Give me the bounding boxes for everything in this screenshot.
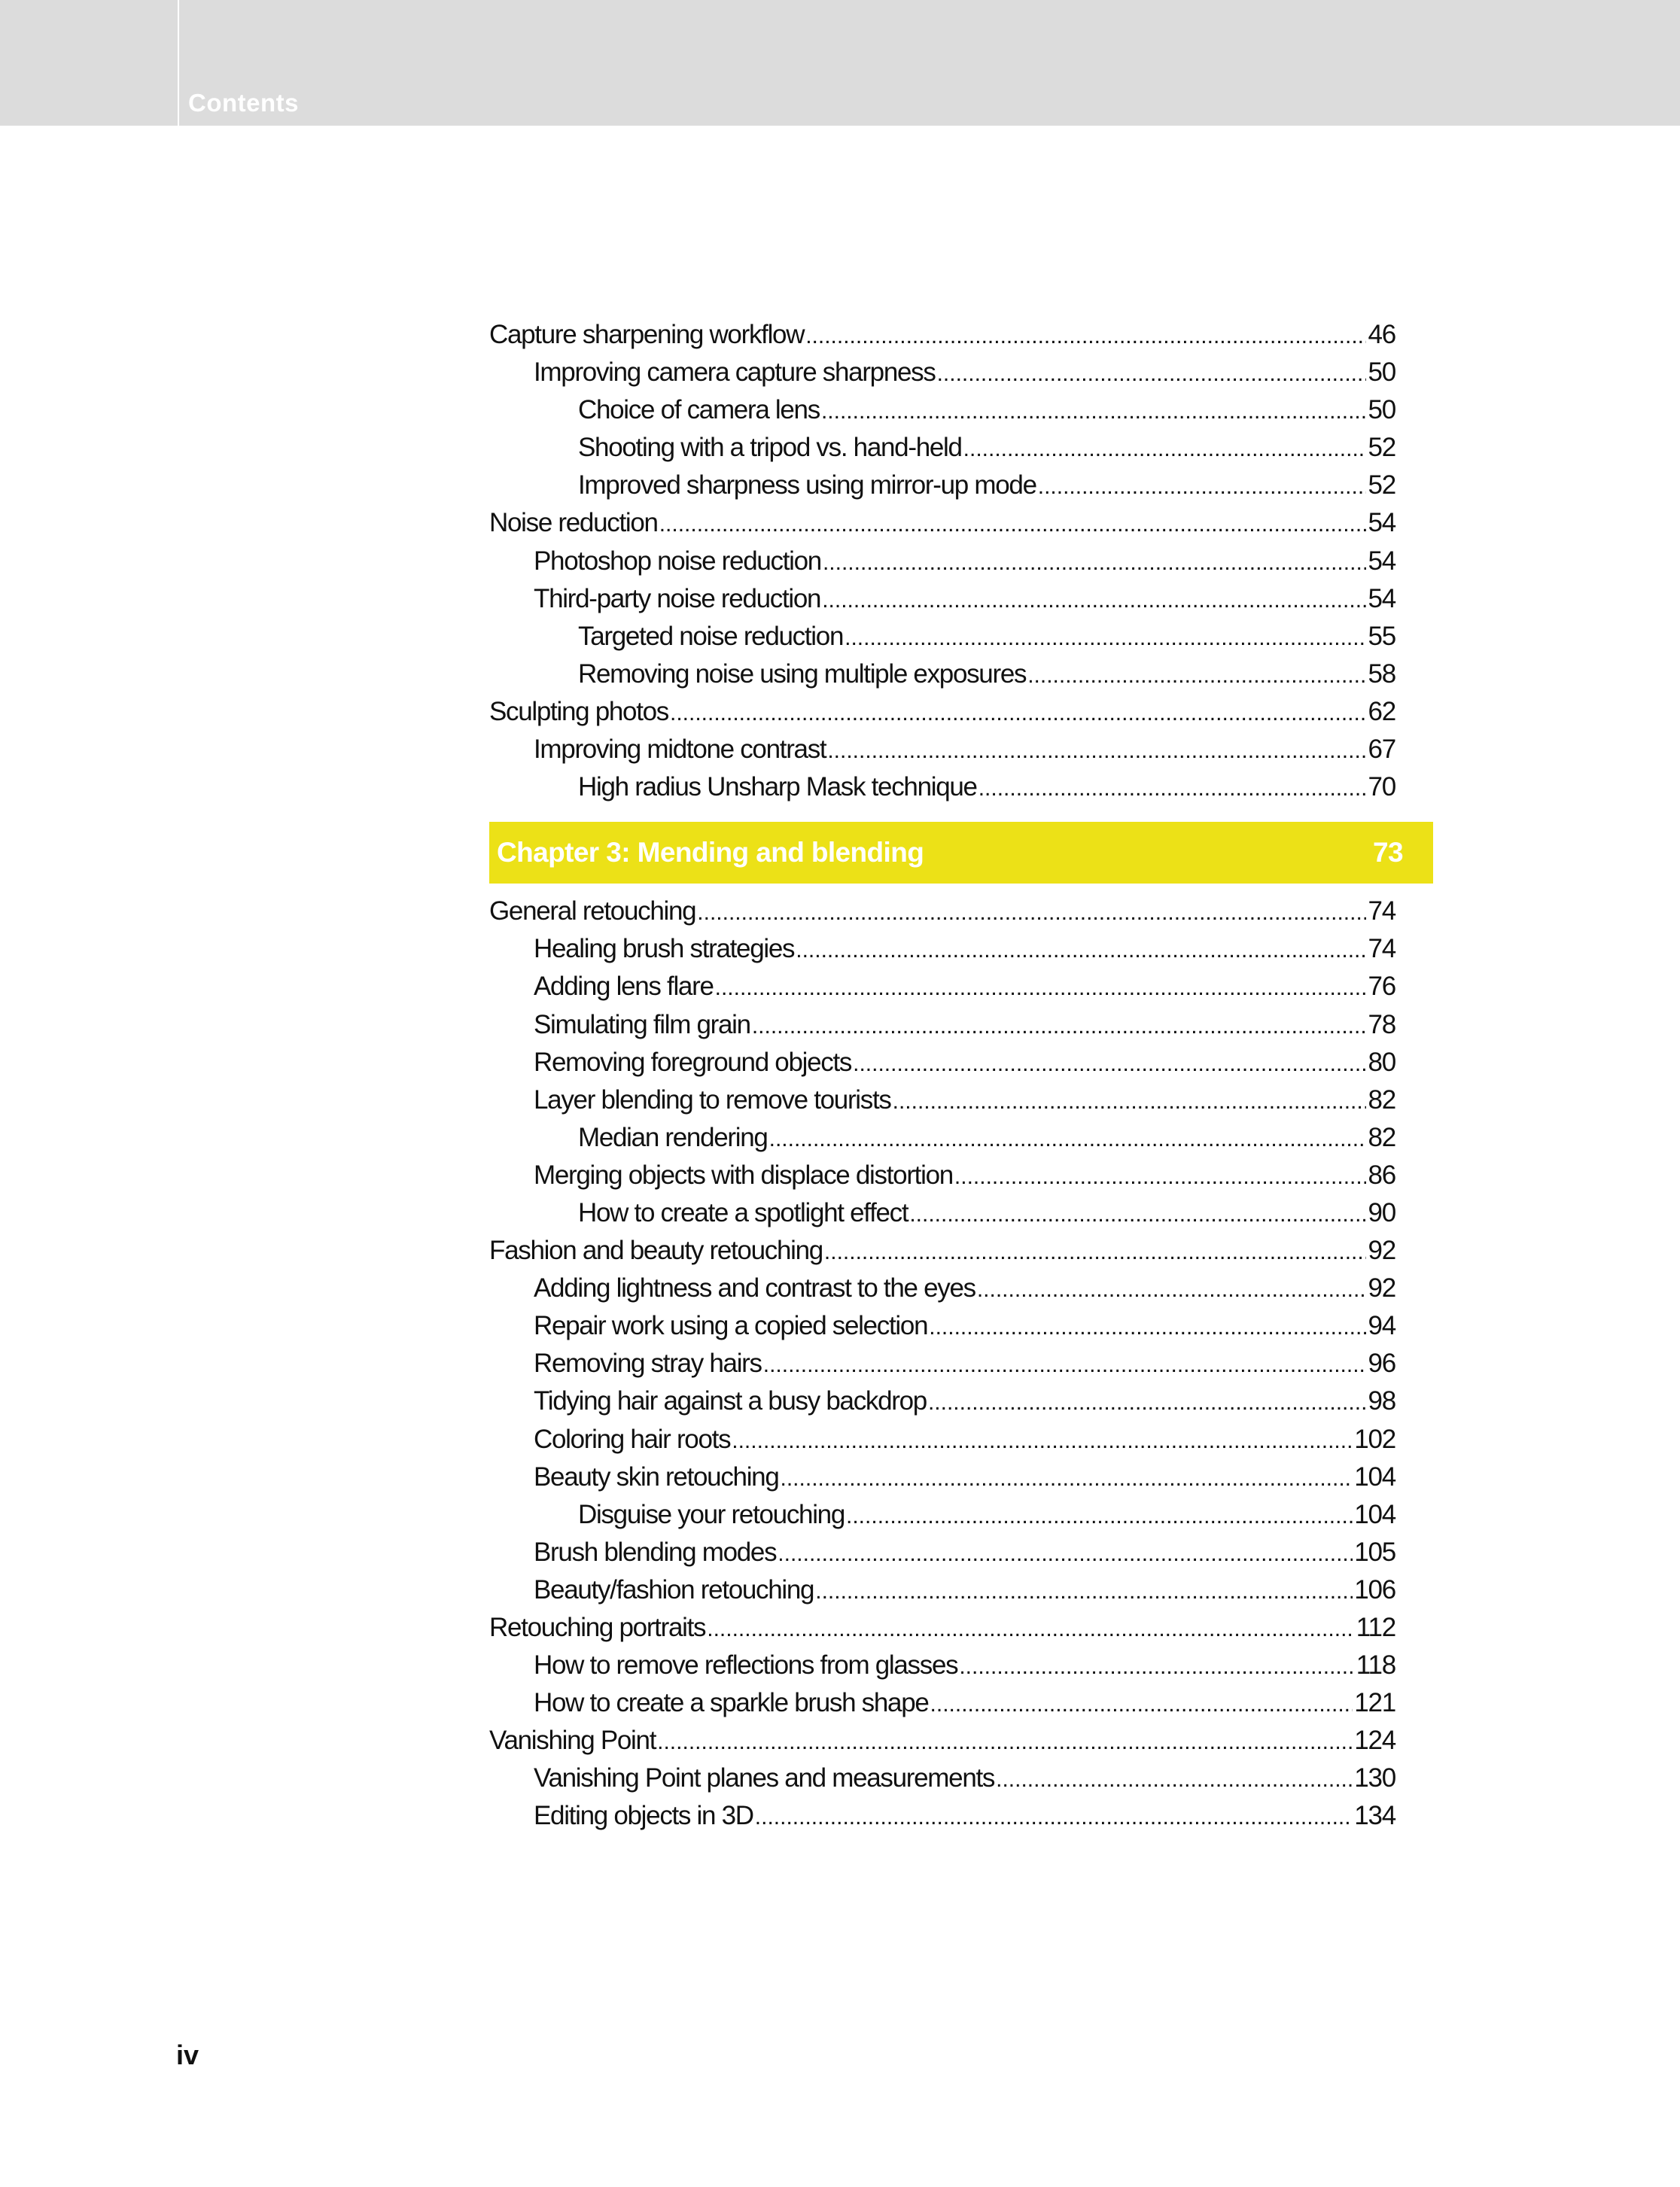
- toc-entry[interactable]: [489, 467, 1395, 504]
- toc-entry[interactable]: [489, 1459, 1395, 1496]
- toc-entry-page: 105: [1354, 1537, 1395, 1567]
- toc-entry[interactable]: [489, 968, 1395, 1005]
- dot-leader: [893, 1083, 1367, 1121]
- toc-entry[interactable]: [489, 543, 1395, 580]
- toc-entry[interactable]: [489, 1270, 1395, 1307]
- toc-entry-title: Coloring hair roots: [534, 1424, 731, 1454]
- toc-entry-page: 55: [1368, 621, 1395, 651]
- toc-entry-title: Choice of camera lens: [578, 395, 820, 425]
- toc-entry-title: Simulating film grain: [534, 1009, 750, 1039]
- toc-entry-page: 74: [1368, 934, 1395, 964]
- dot-leader: [796, 932, 1366, 969]
- toc-entry-title: Third-party noise reduction: [534, 583, 821, 613]
- toc-entry-title: Photoshop noise reduction: [534, 546, 821, 576]
- dot-leader: [778, 1535, 1353, 1573]
- dot-leader: [815, 1573, 1353, 1611]
- dot-leader: [657, 1723, 1353, 1761]
- toc-entry-title: Healing brush strategies: [534, 934, 795, 964]
- toc-entry[interactable]: [489, 1081, 1395, 1119]
- toc-entry-title: Improved sharpness using mirror-up mode: [578, 470, 1036, 500]
- toc-entry-page: 98: [1368, 1386, 1395, 1416]
- toc-entry-page: 82: [1368, 1084, 1395, 1115]
- dot-leader: [670, 695, 1366, 732]
- dot-leader: [755, 1799, 1353, 1836]
- toc-entry[interactable]: [489, 768, 1395, 806]
- toc-entry[interactable]: [489, 1647, 1395, 1684]
- toc-entry-page: 134: [1354, 1801, 1395, 1831]
- dot-leader: [827, 732, 1366, 770]
- toc-entry-title: Removing foreground objects: [534, 1047, 852, 1077]
- toc-entry-page: 106: [1354, 1574, 1395, 1605]
- toc-entry-page: 92: [1368, 1273, 1395, 1303]
- toc-entry-page: 90: [1368, 1197, 1395, 1227]
- toc-entry-title: Median rendering: [578, 1122, 768, 1152]
- toc-entry[interactable]: [489, 1232, 1395, 1270]
- toc-entry[interactable]: [489, 1760, 1395, 1797]
- toc-entry[interactable]: [489, 1571, 1395, 1609]
- toc-entry[interactable]: [489, 1382, 1395, 1420]
- toc-entry[interactable]: [489, 1044, 1395, 1081]
- toc-entry-title: General retouching: [489, 896, 696, 926]
- dot-leader: [822, 582, 1366, 619]
- dot-leader: [937, 355, 1367, 393]
- toc-entry-title: Removing stray hairs: [534, 1349, 762, 1379]
- dot-leader: [823, 544, 1367, 582]
- toc-entry-page: 54: [1368, 583, 1395, 613]
- toc-entry-page: 130: [1354, 1763, 1395, 1793]
- toc-entry[interactable]: [489, 893, 1395, 930]
- toc-entry-page: 46: [1368, 320, 1395, 349]
- toc-entry-title: Beauty skin retouching: [534, 1462, 779, 1492]
- toc-entry[interactable]: [489, 1534, 1395, 1571]
- toc-entry[interactable]: [489, 655, 1395, 693]
- header-divider: [178, 0, 179, 126]
- toc-entry-page: 52: [1368, 433, 1395, 463]
- toc-entry-title: Layer blending to remove tourists: [534, 1084, 891, 1115]
- toc-entry-title: Beauty/fashion retouching: [534, 1574, 814, 1605]
- toc-entry-title: High radius Unsharp Mask technique: [578, 772, 977, 802]
- toc-entry-page: 112: [1356, 1613, 1395, 1642]
- dot-leader: [732, 1422, 1353, 1460]
- toc-entry-title: Improving midtone contrast: [534, 735, 826, 765]
- dot-leader: [996, 1761, 1353, 1799]
- dot-leader: [752, 1008, 1367, 1045]
- dot-leader: [707, 1611, 1355, 1648]
- toc-entry-title: How to create a sparkle brush shape: [534, 1688, 929, 1718]
- toc-entry-title: Targeted noise reduction: [578, 621, 844, 651]
- toc-entry-page: 94: [1368, 1311, 1395, 1341]
- toc-entry-page: 76: [1368, 972, 1395, 1002]
- toc-entry[interactable]: [489, 1194, 1395, 1232]
- toc-entry[interactable]: [489, 1421, 1395, 1459]
- dot-leader: [909, 1196, 1366, 1233]
- toc-entry[interactable]: [489, 693, 1395, 731]
- dot-leader: [805, 318, 1366, 355]
- chapter-page-number: 73: [1373, 837, 1403, 868]
- toc-entry[interactable]: [489, 1157, 1395, 1194]
- toc-entry[interactable]: [489, 354, 1395, 391]
- running-header-title: Contents: [188, 89, 299, 117]
- toc-entry-title: Fashion and beauty retouching: [489, 1236, 823, 1266]
- toc-entry-page: 82: [1368, 1122, 1395, 1152]
- dot-leader: [845, 619, 1366, 657]
- toc-entry[interactable]: [489, 1119, 1395, 1157]
- toc-entry-page: 86: [1368, 1160, 1395, 1190]
- toc-entry-page: 62: [1368, 696, 1395, 726]
- toc-entry-page: 67: [1368, 735, 1395, 765]
- toc-entry[interactable]: [489, 1797, 1395, 1835]
- toc-entry-title: Removing noise using multiple exposures: [578, 659, 1027, 689]
- toc-entry[interactable]: [489, 1684, 1395, 1722]
- toc-entry-title: Merging objects with displace distortion: [534, 1160, 953, 1190]
- dot-leader: [697, 894, 1366, 932]
- toc-entry[interactable]: [489, 429, 1395, 467]
- toc-entry-title: Shooting with a tripod vs. hand-held: [578, 433, 962, 463]
- toc-entry[interactable]: [489, 618, 1395, 655]
- toc-entry-title: Vanishing Point: [489, 1726, 656, 1756]
- toc-entry[interactable]: [489, 930, 1395, 968]
- toc-entry-title: Vanishing Point planes and measurements: [534, 1763, 995, 1793]
- toc-entry-page: 50: [1368, 395, 1395, 425]
- table-of-contents: [489, 316, 1403, 1836]
- toc-entry-title: How to remove reflections from glasses: [534, 1650, 958, 1681]
- toc-entry-title: Sculpting photos: [489, 696, 668, 726]
- toc-entry-title: Adding lightness and contrast to the eyes: [534, 1273, 975, 1303]
- folio-page-number: iv: [176, 2039, 199, 2070]
- dot-leader: [1038, 468, 1367, 506]
- toc-entry-page: 70: [1368, 772, 1395, 802]
- header-band: [0, 0, 1680, 126]
- dot-leader: [781, 1460, 1353, 1498]
- toc-entry-page: 78: [1368, 1009, 1395, 1039]
- toc-entry-page: 54: [1368, 508, 1395, 538]
- toc-entry-title: Brush blending modes: [534, 1537, 777, 1567]
- toc-entry-title: Adding lens flare: [534, 972, 714, 1002]
- dot-leader: [930, 1686, 1353, 1723]
- toc-entry-page: 50: [1368, 357, 1395, 388]
- toc-entry-title: Capture sharpening workflow: [489, 320, 805, 349]
- toc-entry[interactable]: [489, 731, 1395, 768]
- toc-entry[interactable]: [489, 1496, 1395, 1534]
- toc-entry-title: Disguise your retouching: [578, 1499, 845, 1529]
- dot-leader: [715, 969, 1367, 1007]
- dot-leader: [928, 1384, 1367, 1422]
- toc-section-chapter-3: [489, 893, 1395, 1835]
- dot-leader: [853, 1045, 1366, 1083]
- toc-entry-title: How to create a spotlight effect: [578, 1197, 908, 1227]
- toc-entry[interactable]: [489, 1722, 1395, 1760]
- toc-entry-page: 96: [1368, 1349, 1395, 1379]
- toc-entry[interactable]: [489, 316, 1395, 354]
- dot-leader: [659, 506, 1367, 543]
- toc-entry-title: Repair work using a copied selection: [534, 1311, 928, 1341]
- toc-entry-title: Noise reduction: [489, 508, 658, 538]
- toc-entry-page: 118: [1356, 1650, 1395, 1681]
- toc-entry[interactable]: [489, 1307, 1395, 1345]
- toc-entry[interactable]: [489, 1609, 1395, 1647]
- chapter-heading-band[interactable]: [489, 822, 1433, 884]
- toc-entry[interactable]: [489, 1345, 1395, 1382]
- dot-leader: [1027, 657, 1366, 695]
- toc-entry-page: 58: [1368, 659, 1395, 689]
- dot-leader: [824, 1233, 1367, 1271]
- dot-leader: [963, 430, 1367, 468]
- dot-leader: [769, 1121, 1367, 1158]
- toc-entry-page: 54: [1368, 546, 1395, 576]
- toc-entry[interactable]: [489, 580, 1395, 618]
- toc-section-chapter-2-continued: [489, 316, 1395, 806]
- dot-leader: [821, 393, 1367, 430]
- toc-entry-page: 121: [1354, 1688, 1395, 1718]
- toc-entry-page: 52: [1368, 470, 1395, 500]
- toc-entry-title: Retouching portraits: [489, 1613, 706, 1642]
- toc-entry[interactable]: [489, 391, 1395, 429]
- toc-entry-title: Tidying hair against a busy backdrop: [534, 1386, 927, 1416]
- chapter-title: Chapter 3: Mending and blending: [497, 837, 924, 868]
- toc-entry-page: 124: [1354, 1726, 1395, 1756]
- dot-leader: [954, 1158, 1367, 1196]
- toc-entry-page: 102: [1354, 1424, 1395, 1454]
- toc-entry-page: 74: [1368, 896, 1395, 926]
- dot-leader: [846, 1498, 1353, 1535]
- toc-entry-page: 92: [1368, 1236, 1395, 1266]
- toc-entry-title: Editing objects in 3D: [534, 1801, 753, 1831]
- toc-entry[interactable]: [489, 504, 1395, 542]
- toc-entry[interactable]: [489, 1006, 1395, 1044]
- dot-leader: [929, 1309, 1366, 1346]
- toc-entry-title: Improving camera capture sharpness: [534, 357, 936, 388]
- dot-leader: [763, 1346, 1367, 1384]
- dot-leader: [977, 1271, 1367, 1309]
- toc-entry-page: 104: [1354, 1499, 1395, 1529]
- dot-leader: [978, 770, 1367, 808]
- toc-entry-page: 80: [1368, 1047, 1395, 1077]
- toc-entry-page: 104: [1354, 1462, 1395, 1492]
- dot-leader: [959, 1648, 1354, 1686]
